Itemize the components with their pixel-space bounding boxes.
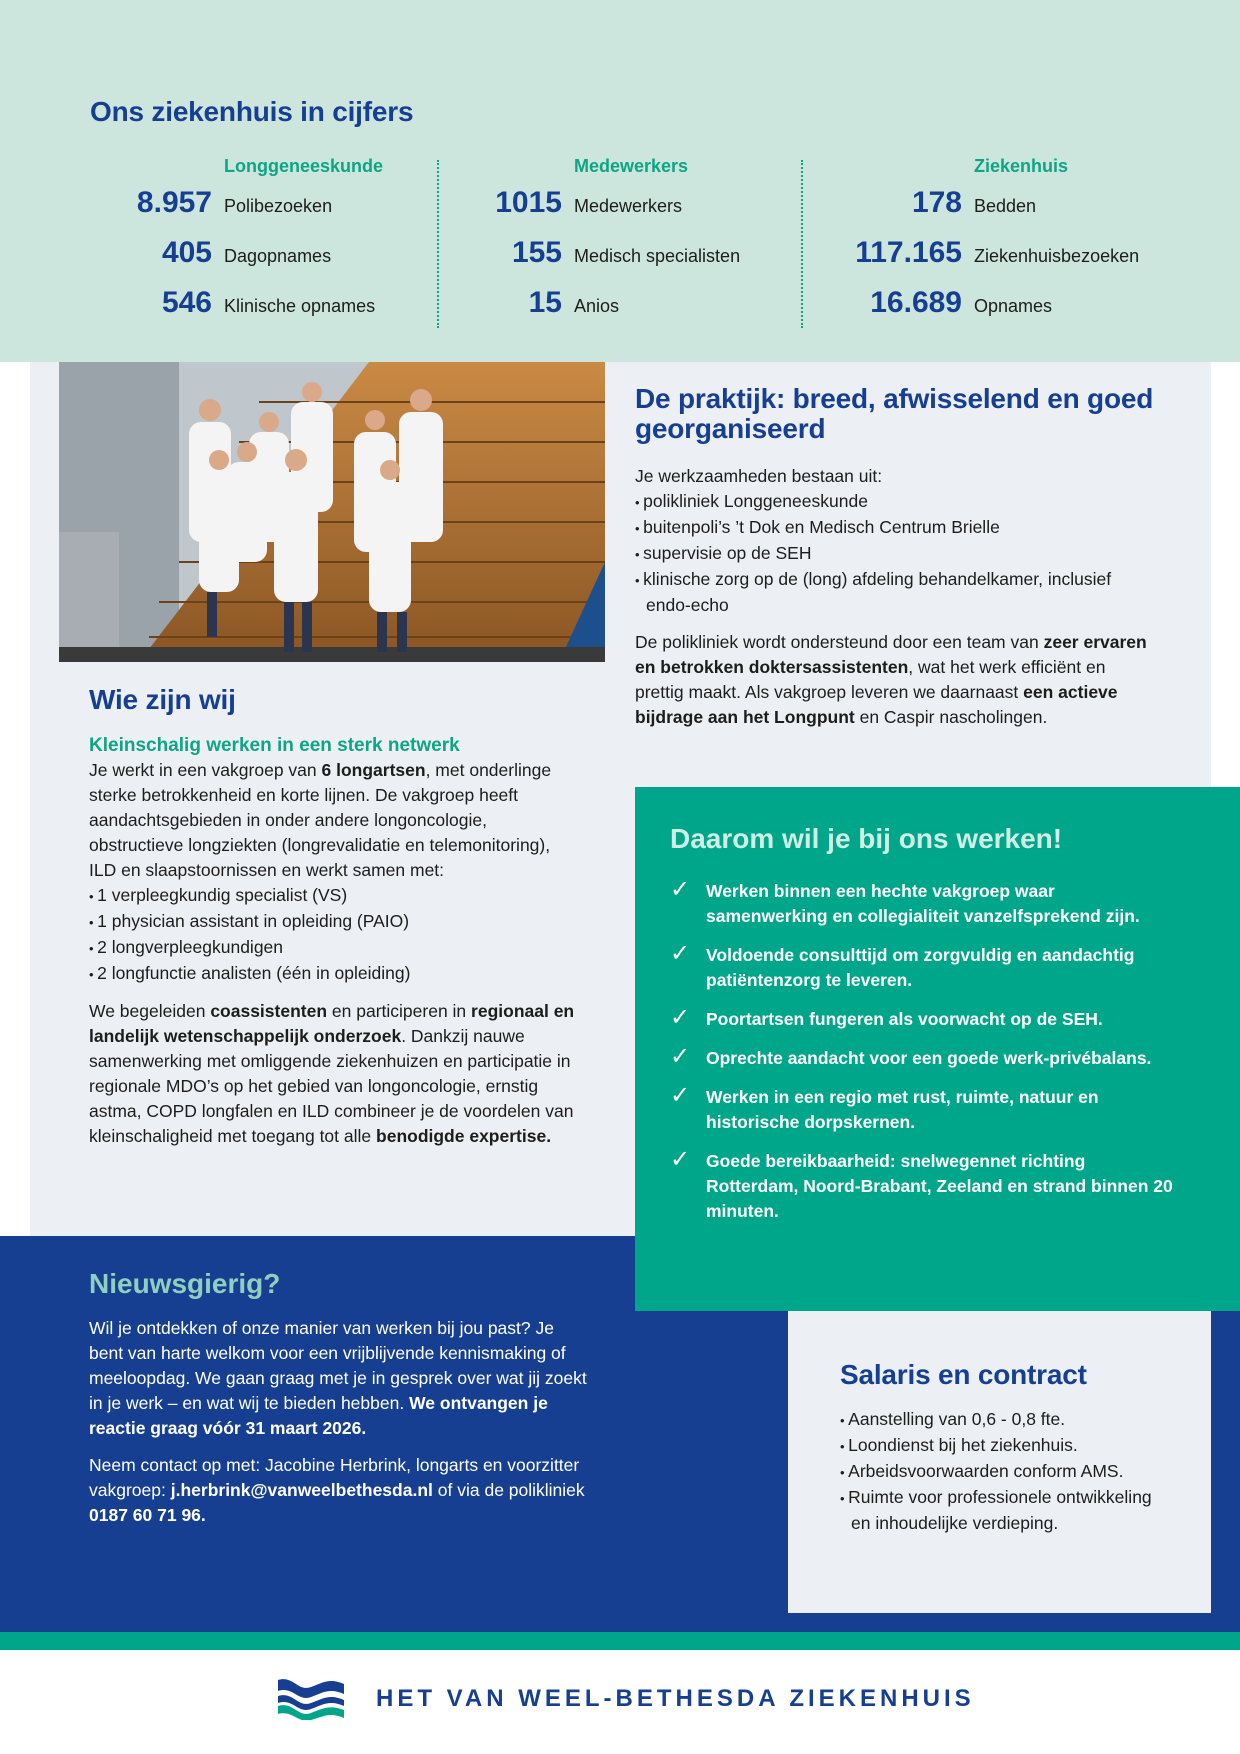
text: De polikliniek wordt ondersteund door een team van (635, 632, 1039, 652)
list-item: • 2 longverpleegkundigen (89, 935, 579, 961)
stat-label: Opnames (974, 296, 1053, 316)
praktijk-paragraph (635, 630, 1155, 730)
benefit-item (670, 1004, 1180, 1032)
column-divider (801, 160, 803, 328)
benefit-item (670, 940, 1180, 993)
benefit-item (670, 876, 1180, 929)
stat-value: 155 (511, 236, 562, 269)
list-item: • polikliniek Longgeneeskunde (635, 489, 1155, 515)
text-bold: coassistenten (210, 1001, 328, 1021)
stat-label: Polibezoeken (224, 196, 333, 216)
checkmark-icon: ✓ (670, 1146, 691, 1173)
benefit-item (670, 1146, 1180, 1224)
praktijk-list (635, 489, 1155, 618)
team-photo (59, 362, 605, 662)
checkmark-icon: ✓ (670, 1004, 691, 1031)
stats-title: Ons ziekenhuis in cijfers (90, 96, 414, 127)
text-bold: een actieve bijdrage aan het Longpunt (635, 682, 1118, 727)
wave-logo-icon (278, 1678, 344, 1720)
wie-paragraph-2 (89, 999, 579, 1149)
stat-value: 546 (161, 286, 212, 319)
text: Je werkt in een vakgroep van (89, 760, 317, 780)
stat-value: 1015 (495, 186, 562, 219)
stat-label: Klinische opnames (224, 296, 376, 316)
footer-logo (278, 1678, 975, 1720)
stat-label: Bedden (974, 196, 1037, 216)
list-item: • Arbeidsvoorwaarden conform AMS. (840, 1459, 1161, 1485)
text-bold: regionaal en landelijk wetenschappelijk onderzoek (89, 1001, 575, 1046)
praktijk-title: De praktijk: breed, afwisselend en goed georganiseerd (635, 383, 1154, 444)
stat-label: Medisch specialisten (574, 246, 741, 266)
list-item: • Aanstelling van 0,6 - 0,8 fte. (840, 1407, 1161, 1433)
stat-value: 178 (911, 186, 962, 219)
benefit-text: Werken in een regio met rust, ruimte, natuur en historische dorpskernen. (706, 1087, 1099, 1132)
deadline: We ontvangen je reactie graag vóór 31 maart 2026. (89, 1393, 548, 1438)
benefit-text: Oprechte aandacht voor een goede werk-privébalans. (706, 1048, 1152, 1068)
footer-strip (0, 1632, 1240, 1650)
column-heading: Ziekenhuis (974, 156, 1069, 176)
text-bold: benodigde expertise. (376, 1126, 552, 1146)
text: , met onderlinge sterke betrokkenheid en korte lijnen. De vakgroep heeft aandachtsgebieden in onder andere longoncologie, obstructieve longziekten (longrevalidatie en telemonitoring), ILD en slaapstoornissen en werkt samen met: (89, 760, 552, 880)
text: We begeleiden (89, 1001, 206, 1021)
wie-title: Wie zijn wij (89, 684, 236, 715)
benefit-text: Goede bereikbaarheid: snelwegennet richting Rotterdam, Noord-Brabant, Zeeland en strand binnen 20 minuten. (706, 1151, 1173, 1221)
salaris-list (840, 1407, 1161, 1536)
text: , wat het werk efficiënt en prettig maakt. Als vakgroep leveren we daarnaast (635, 657, 1106, 702)
wie-list (89, 883, 579, 987)
praktijk-section (635, 384, 1155, 730)
text: of via de polikliniek (437, 1480, 585, 1500)
praktijk-intro: Je werkzaamheden bestaan uit: (635, 466, 883, 486)
nieuwsgierig-paragraph (89, 1316, 589, 1441)
contact-paragraph (89, 1453, 589, 1528)
column-heading: Longgeneeskunde (224, 156, 384, 176)
list-item: • 1 verpleegkundig specialist (VS) (89, 883, 579, 909)
daarom-title: Daarom wil je bij ons werken! (670, 823, 1063, 854)
stat-label: Dagopnames (224, 246, 332, 266)
stat-value: 16.689 (870, 286, 962, 319)
stat-value: 117.165 (855, 236, 962, 269)
benefit-item (670, 1043, 1180, 1071)
wie-paragraph (89, 758, 579, 883)
text-bold: zeer ervaren en betrokken doktersassistenten (635, 632, 1147, 677)
hospital-name: HET VAN WEEL-BETHESDA ZIEKENHUIS (376, 1685, 975, 1712)
text: . Dankzij nauwe samenwerking met omliggende ziekenhuizen en participatie in regionale MDO’s op het gebied van longoncologie, ernstig astma, COPD longfalen en ILD combineer je de voordelen van kleinschaligheid met toegang tot alle (89, 1026, 574, 1146)
nieuwsgierig-content (89, 1268, 589, 1528)
text: en Caspir nascholingen. (859, 707, 1048, 727)
list-item: • 1 physician assistant in opleiding (PAIO) (89, 909, 579, 935)
list-item: • klinische zorg op de (long) afdeling behandelkamer, inclusief endo-echo (635, 567, 1155, 618)
salaris-section (788, 1311, 1211, 1613)
stat-label: Anios (574, 296, 620, 316)
text: en participeren in (331, 1001, 467, 1021)
benefit-text: Poortartsen fungeren als voorwacht op de SEH. (706, 1009, 1103, 1029)
stat-label: Medewerkers (574, 196, 683, 216)
list-item: • Loondienst bij het ziekenhuis. (840, 1433, 1161, 1459)
checkmark-icon: ✓ (670, 876, 691, 903)
list-item: • 2 longfunctie analisten (één in opleiding) (89, 961, 579, 987)
wie-subtitle: Kleinschalig werken in een sterk netwerk (89, 735, 460, 756)
list-item: • Ruimte voor professionele ontwikkeling en inhoudelijke verdieping. (840, 1485, 1161, 1536)
column-heading: Medewerkers (574, 156, 689, 176)
checkmark-icon: ✓ (670, 940, 691, 967)
phone-number[interactable]: 0187 60 71 96. (89, 1505, 206, 1525)
list-item: • buitenpoli’s ’t Dok en Medisch Centrum Brielle (635, 515, 1155, 541)
stat-label: Ziekenhuisbezoeken (974, 246, 1140, 266)
checkmark-icon: ✓ (670, 1082, 691, 1109)
text-bold: 6 longartsen (321, 760, 426, 780)
benefit-text: Voldoende consulttijd om zorgvuldig en aandachtig patiëntenzorg te leveren. (706, 945, 1135, 990)
text: Neem contact op met: Jacobine Herbrink, longarts en voorzitter vakgroep: (89, 1455, 580, 1500)
column-divider (437, 160, 439, 328)
checkmark-icon: ✓ (670, 1043, 691, 1070)
daarom-section (635, 787, 1240, 1311)
stat-value: 15 (528, 286, 562, 319)
email-link[interactable]: j.herbrink@vanweelbethesda.nl (170, 1480, 433, 1500)
stat-value: 405 (161, 236, 212, 269)
text: Wil je ontdekken of onze manier van werken bij jou past? Je bent van harte welkom voor een vrijblijvende kennismaking of meeloopdag. We gaan graag met je in gesprek over wat jij zoekt in je werk – en wat wij te bieden hebben. (89, 1318, 587, 1413)
nieuwsgierig-title: Nieuwsgierig? (89, 1268, 281, 1299)
benefit-item (670, 1082, 1180, 1135)
list-item: • supervisie op de SEH (635, 541, 1155, 567)
salaris-title: Salaris en contract (840, 1359, 1087, 1390)
benefit-text: Werken binnen een hechte vakgroep waar samenwerking en collegialiteit vanzelfsprekend zijn. (706, 881, 1140, 926)
stat-value: 8.957 (136, 186, 212, 219)
wie-zijn-wij-section (89, 684, 579, 1149)
